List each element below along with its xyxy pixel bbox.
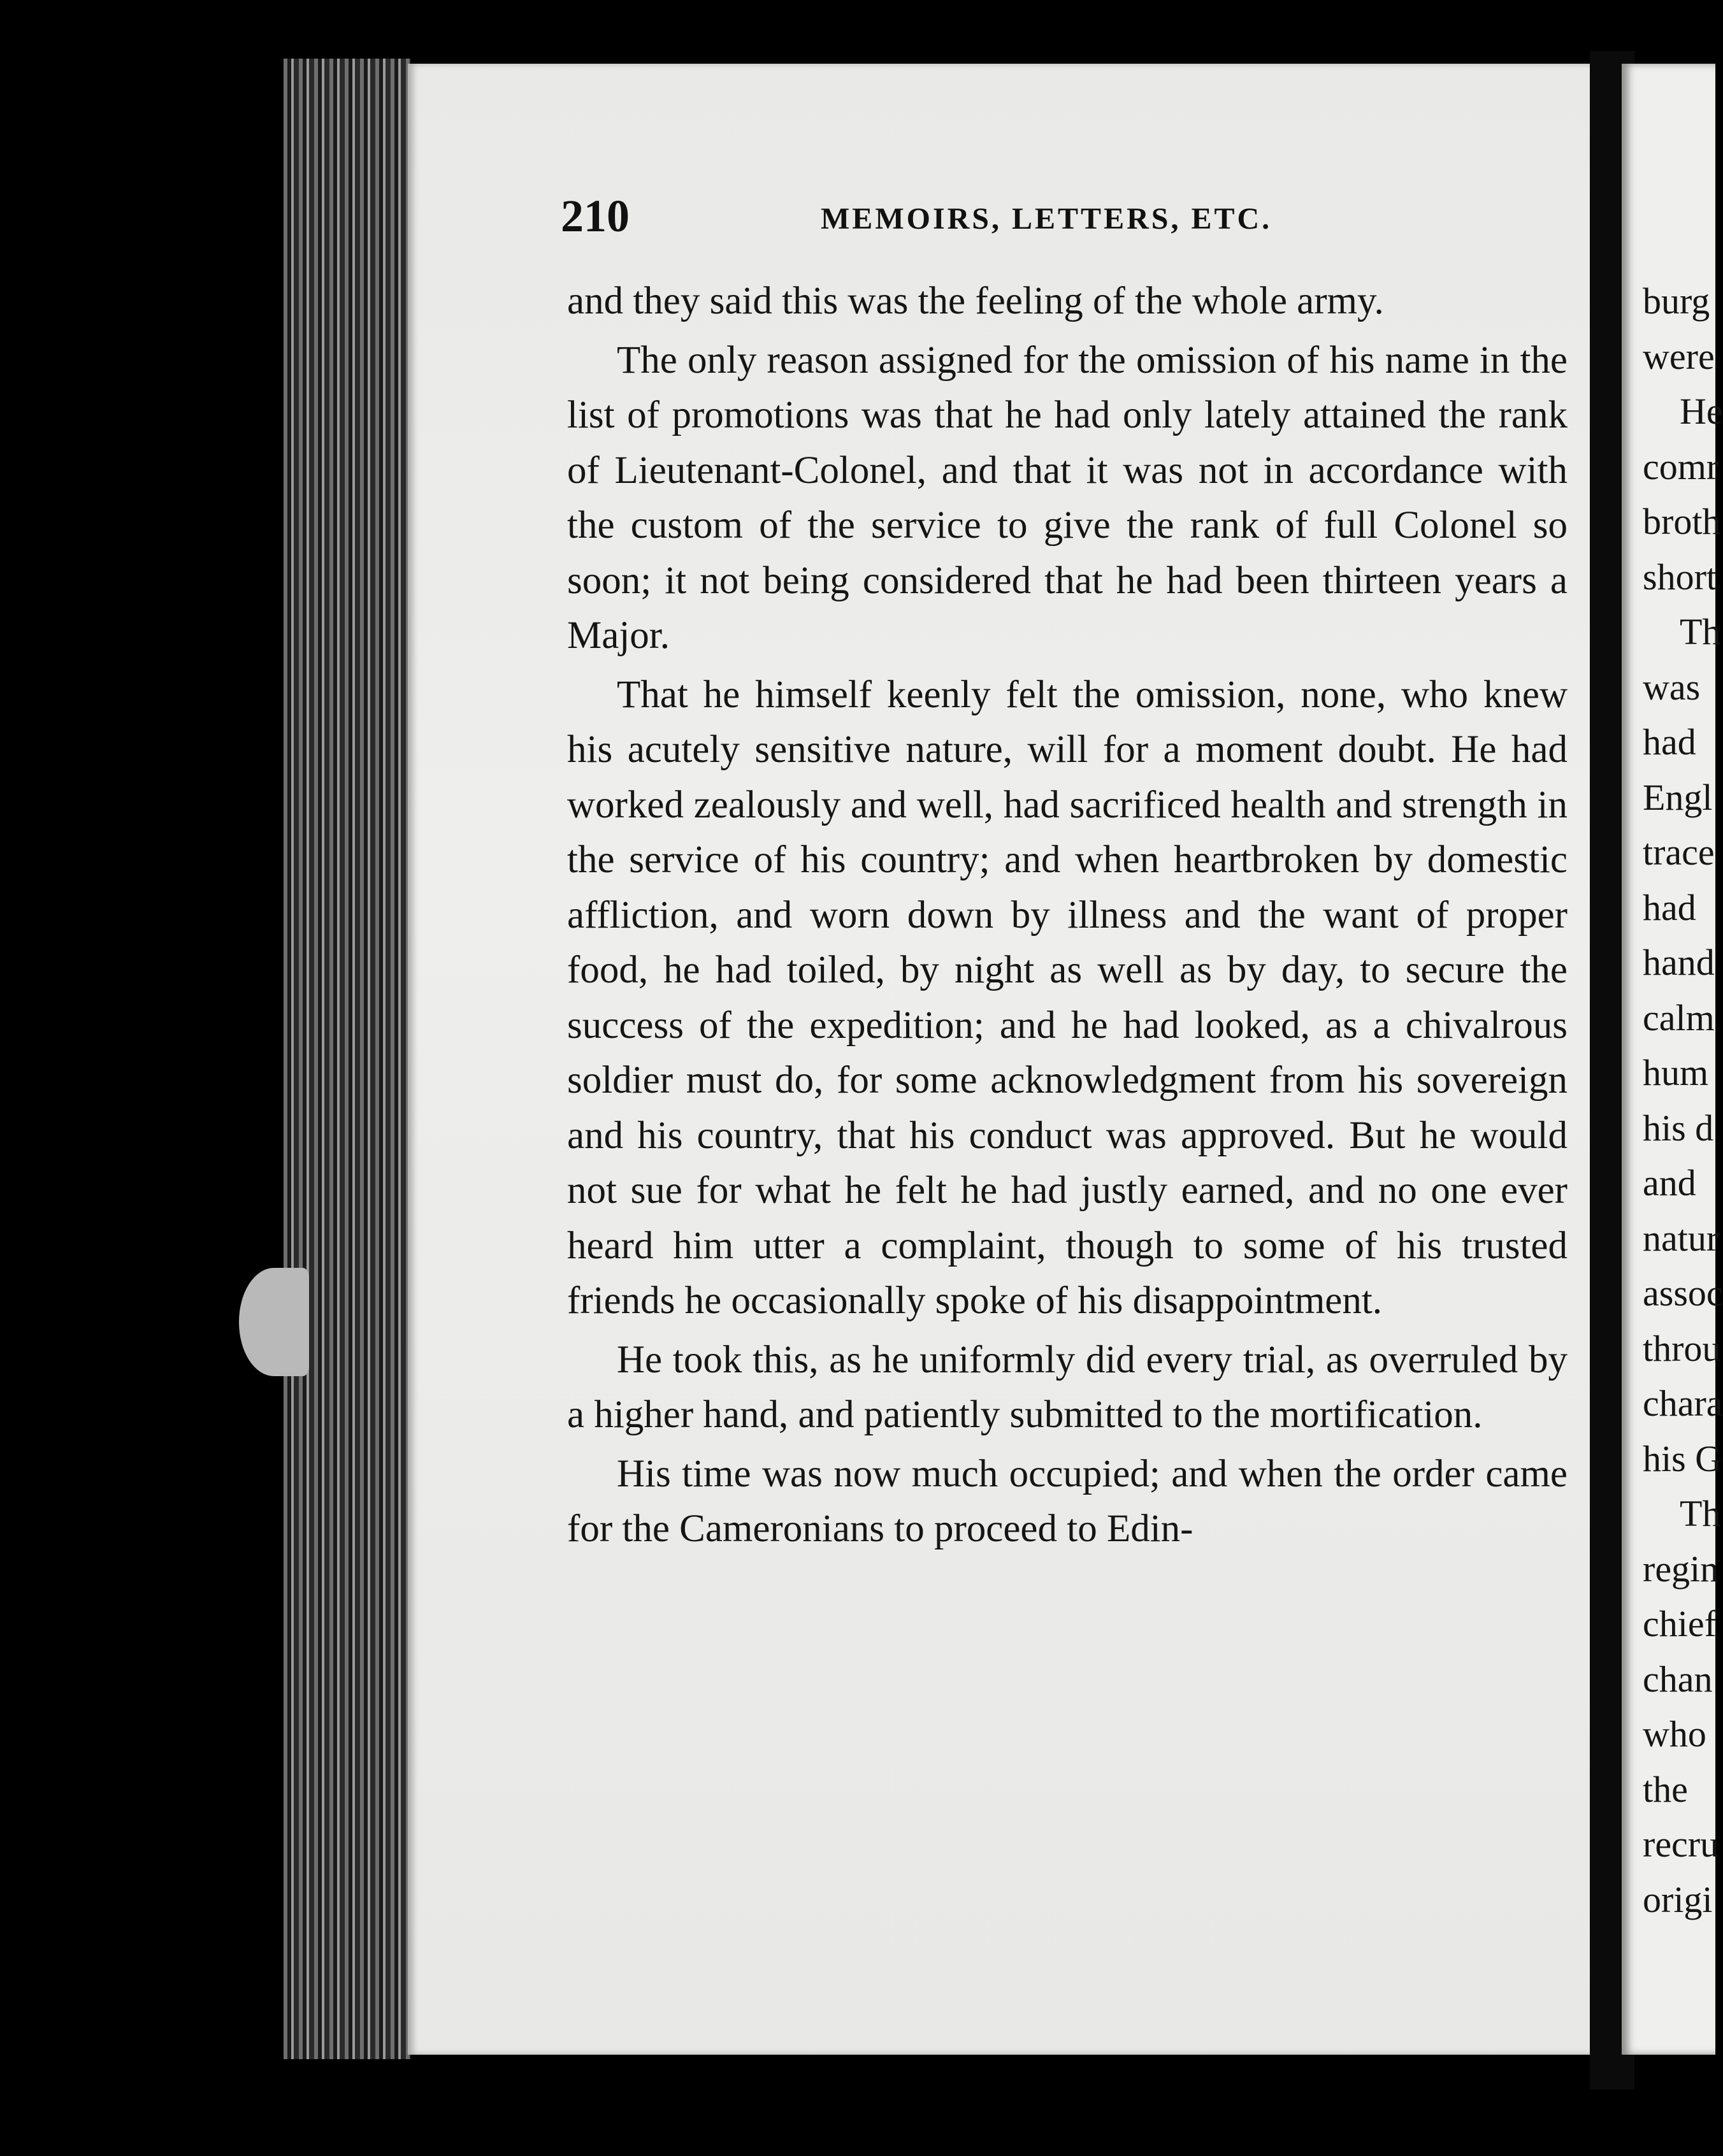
facing-line: who — [1643, 1713, 1706, 1755]
facing-line: Th — [1680, 1493, 1721, 1534]
facing-line: assoc — [1643, 1272, 1723, 1314]
paragraph: He took this, as he uniformly did every trial, as overruled by a higher hand, and patiently submitted to the mortification. — [567, 1338, 1568, 1436]
facing-line: his G — [1643, 1437, 1722, 1479]
facing-line: short — [1643, 556, 1717, 598]
torn-page-edge — [239, 1268, 309, 1376]
facing-line: was — [1643, 666, 1701, 708]
facing-line: had — [1643, 721, 1696, 763]
facing-line: were — [1643, 335, 1715, 377]
page-edge-stack — [284, 59, 411, 2059]
facing-line: regin — [1643, 1548, 1719, 1590]
facing-line: hand — [1643, 942, 1715, 983]
facing-line: burg — [1643, 280, 1710, 322]
facing-line: chan — [1643, 1658, 1713, 1700]
facing-line: recru — [1643, 1823, 1719, 1865]
paragraph: and they said this was the feeling of the whole army. — [567, 280, 1384, 322]
facing-line: the — [1643, 1768, 1688, 1810]
facing-line: origi — [1643, 1878, 1713, 1920]
paragraph: His time was now much occupied; and when the order came for the Cameronians to proceed to Edin- — [567, 1452, 1568, 1550]
facing-line: chara — [1643, 1383, 1723, 1424]
facing-line: calm — [1643, 996, 1715, 1038]
facing-line: Engl — [1643, 776, 1713, 818]
facing-line: comr — [1643, 445, 1719, 487]
facing-line: broth — [1643, 501, 1721, 542]
page-body-text — [567, 274, 1568, 1557]
paragraph: That he himself keenly felt the omission, none, who knew his acutely sensitive nature, will for a moment doubt. He had worked zealously and well, had sacrificed health and strength in the service of his country; and when heartbroken by domestic affliction, and worn down by illness and the want of proper food, he had toiled, by night as well as by day, to secure the success of the expedition; and he had looked, as a chivalrous soldier must do, for some acknowledgment from his sovereign and his country, that his conduct was approved. But he would not sue for what he felt he had justly earned, and no one ever heard him utter a complaint, though to some of his trusted friends he occasionally spoke of his disappointment. — [567, 673, 1568, 1322]
running-head: MEMOIRS, LETTERS, ETC. — [821, 202, 1272, 236]
facing-line: and — [1643, 1162, 1696, 1204]
facing-line: Th — [1680, 611, 1721, 652]
facing-line: his d — [1643, 1107, 1714, 1149]
page-number: 210 — [561, 190, 630, 241]
facing-line: trace — [1643, 831, 1715, 873]
facing-line: natur — [1643, 1217, 1719, 1259]
facing-line: had — [1643, 886, 1696, 928]
facing-line: throu — [1643, 1327, 1721, 1369]
facing-line: hum — [1643, 1052, 1709, 1093]
facing-line: chief — [1643, 1603, 1717, 1644]
paragraph: The only reason assigned for the omission of his name in the list of promotions was that he had only lately attained the rank of Lieutenant-Colonel, and that it was not in accordance with the custom of the service to give the rank of full Colonel so soon; it not being considered that he had been thirteen years a Major. — [567, 338, 1568, 657]
facing-page-text — [1643, 274, 1723, 1927]
facing-line: He — [1680, 391, 1723, 432]
